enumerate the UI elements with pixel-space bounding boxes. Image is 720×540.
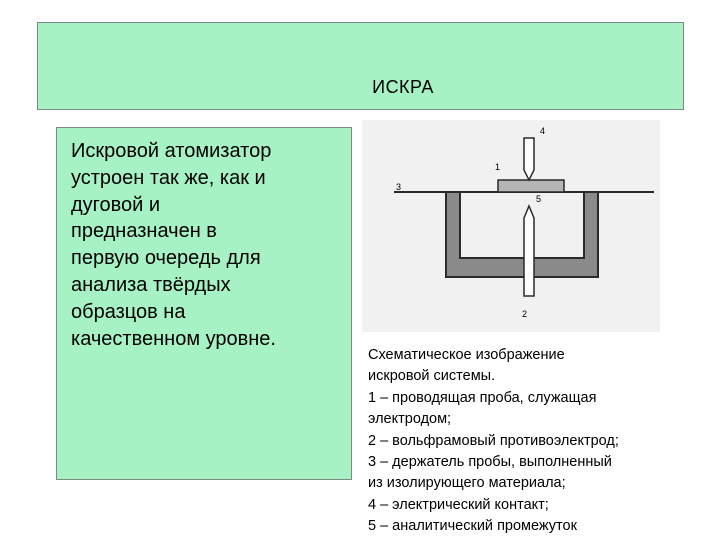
description-line: устроен так же, как и	[71, 166, 266, 189]
label-5: 5	[536, 194, 542, 204]
label-2: 2	[522, 309, 528, 319]
label-1: 1	[495, 162, 501, 172]
conductive-sample	[498, 180, 564, 192]
title-panel	[37, 22, 684, 110]
spark-system-diagram	[362, 120, 660, 332]
label-4: 4	[540, 126, 546, 136]
caption-line: 4 – электрический контакт;	[368, 496, 549, 513]
diagram-background	[362, 120, 660, 332]
caption-line: 1 – проводящая проба, служащая	[368, 389, 597, 406]
description-text	[71, 138, 353, 352]
description-line: качественном уровне.	[71, 327, 276, 350]
description-line: предназначен в	[71, 220, 217, 243]
description-line: первую очередь для	[71, 247, 261, 270]
description-line: анализа твёрдых	[71, 273, 231, 296]
caption-line: электродом;	[368, 411, 452, 428]
description-line: дуговой и	[71, 193, 161, 216]
label-3: 3	[396, 182, 402, 192]
slide-title: ИСКРА	[372, 77, 434, 97]
electrical-contact	[524, 138, 534, 180]
description-line: образцов на	[71, 300, 186, 323]
caption-line: 5 – аналитический промежуток	[368, 518, 577, 535]
description-line: Искровой атомизатор	[71, 140, 272, 162]
caption-line: из изолирующего материала;	[368, 475, 566, 492]
caption-line: 3 – держатель пробы, выполненный	[368, 454, 612, 471]
diagram-caption	[368, 345, 718, 538]
caption-line: искровой системы.	[368, 368, 496, 385]
counter-electrode	[524, 206, 534, 296]
caption-line: Схематическое изображение	[368, 347, 565, 363]
caption-line: 2 – вольфрамовый противоэлектрод;	[368, 432, 619, 449]
description-panel	[56, 127, 352, 480]
